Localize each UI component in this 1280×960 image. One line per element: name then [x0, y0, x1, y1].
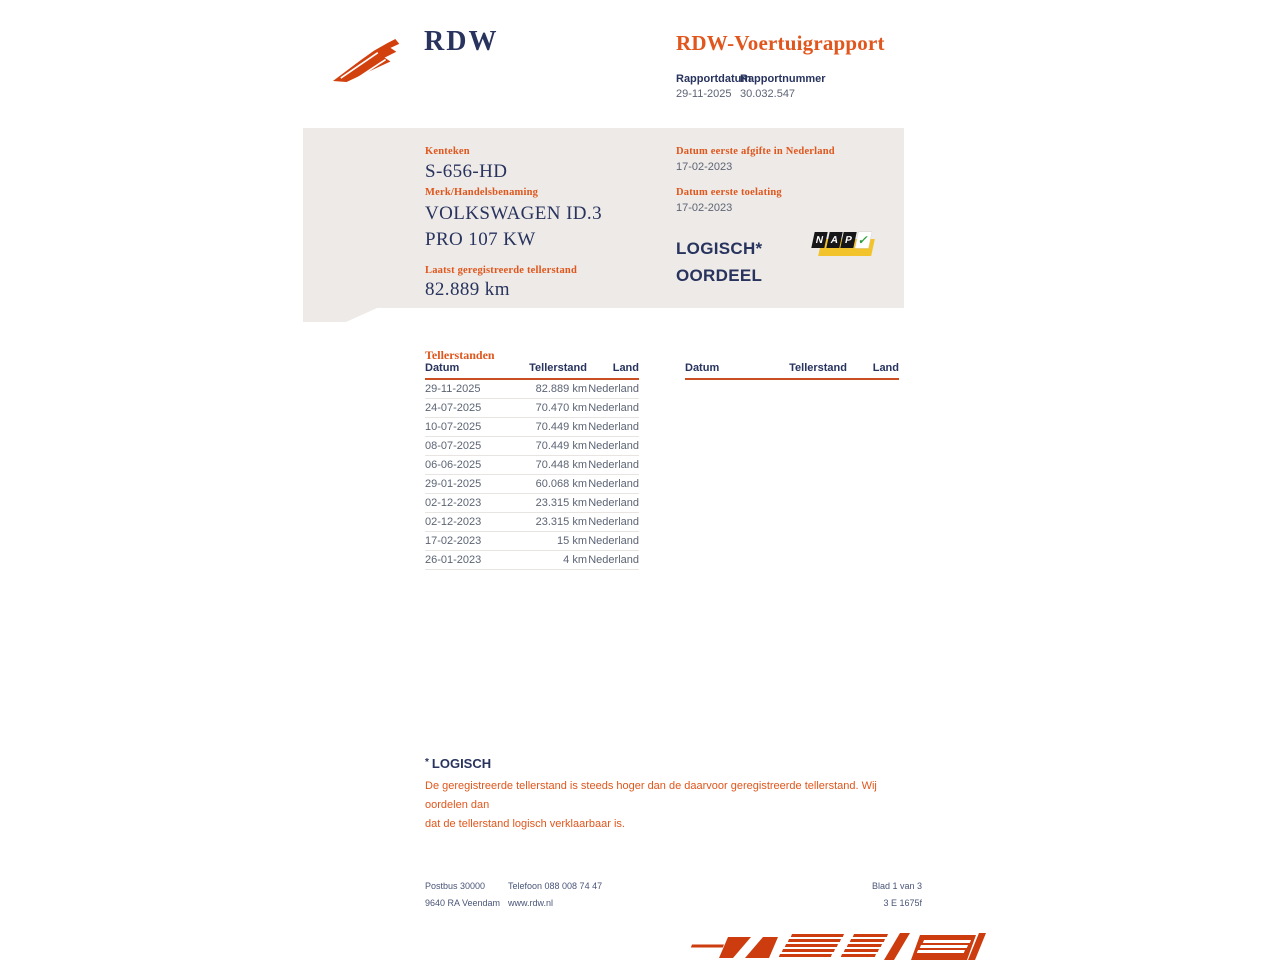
cell-tellerstand: 70.470 km: [535, 402, 587, 414]
cell-tellerstand: 23.315 km: [535, 497, 587, 509]
cell-land: Nederland: [588, 516, 639, 528]
table-body: [425, 380, 639, 570]
table-header: [685, 362, 899, 380]
column-header-land: Land: [612, 362, 639, 374]
nap-letter-n: N: [811, 232, 827, 248]
cell-land: Nederland: [588, 497, 639, 509]
cell-datum: 24-07-2025: [425, 402, 482, 414]
cell-tellerstand: 70.448 km: [535, 459, 587, 471]
nap-logo: [813, 232, 877, 259]
column-header-tellerstand: Tellerstand: [529, 362, 587, 374]
cell-datum: 29-01-2025: [425, 478, 482, 490]
footnote-text-line1: De geregistreerde tellerstand is steeds hoger dan de daarvoor geregistreerde tellerstand. Wij oordelen dan: [425, 780, 877, 811]
rapportnummer-value: 30.032.547: [740, 88, 796, 100]
vehicle-summary-panel-tail: [303, 308, 377, 322]
table-row: [425, 380, 639, 399]
cell-datum: 08-07-2025: [425, 440, 482, 452]
cell-datum: 10-07-2025: [425, 421, 482, 433]
cell-datum: 17-02-2023: [425, 535, 482, 547]
footer-address: [425, 878, 500, 912]
cell-land: Nederland: [588, 478, 639, 490]
rapportdatum-value: 29-11-2025: [676, 88, 732, 100]
afgifte-label: Datum eerste afgifte in Nederland: [676, 146, 835, 157]
cell-land: Nederland: [588, 421, 639, 433]
cell-land: Nederland: [588, 383, 639, 395]
afgifte-value: 17-02-2023: [676, 161, 733, 173]
cell-tellerstand: 70.449 km: [535, 421, 587, 433]
footer-plaats: 9640 RA Veendam: [425, 898, 501, 908]
table-header: [425, 362, 639, 380]
column-header-datum: Datum: [685, 362, 720, 374]
table-row: [425, 513, 639, 532]
kenteken-label: Kenteken: [425, 146, 470, 157]
oordeel-line1: LOGISCH*: [676, 239, 763, 258]
rdw-speedlines-graphic-icon: [687, 931, 987, 960]
page-title: RDW-Voertuigrapport: [676, 31, 885, 55]
kenteken-value: S-656-HD: [425, 161, 508, 182]
cell-land: Nederland: [588, 459, 639, 471]
tellerstanden-table-continuation: [685, 362, 899, 380]
cell-land: Nederland: [588, 402, 639, 414]
column-header-datum: Datum: [425, 362, 460, 374]
tellerstanden-table: [425, 362, 639, 570]
toelating-value: 17-02-2023: [676, 202, 733, 214]
table-row: [425, 399, 639, 418]
toelating-label: Datum eerste toelating: [676, 187, 782, 198]
column-header-land: Land: [872, 362, 899, 374]
oordeel-text: [676, 235, 762, 289]
cell-datum: 29-11-2025: [425, 383, 481, 395]
nap-letter-a: A: [826, 232, 842, 248]
cell-tellerstand: 60.068 km: [535, 478, 587, 490]
table-row: [425, 456, 639, 475]
cell-tellerstand: 15 km: [557, 535, 587, 547]
cell-datum: 02-12-2023: [425, 516, 482, 528]
cell-tellerstand: 82.889 km: [535, 383, 587, 395]
footer-contact: [508, 878, 602, 912]
nap-checkmark-icon: ✓: [856, 233, 870, 247]
table-row: [425, 551, 639, 570]
tellerstand-label: Laatst geregistreerde tellerstand: [425, 265, 578, 276]
table-row: [425, 475, 639, 494]
tellerstanden-section-title: Tellerstanden: [425, 348, 495, 362]
footer-postbus: Postbus 30000: [425, 881, 486, 891]
merk-value-line2: PRO 107 KW: [425, 229, 536, 250]
rdw-eagle-logo-icon: [331, 37, 409, 84]
footer-website-link[interactable]: www.rdw.nl: [508, 898, 554, 908]
merk-value: [425, 201, 602, 253]
table-row: [425, 532, 639, 551]
footer-page-info: [762, 878, 922, 912]
footnote-text: [425, 777, 921, 834]
footer-formulier-code: 3 E 1675f: [883, 898, 922, 908]
table-row: [425, 437, 639, 456]
oordeel-line2: OORDEEL: [676, 266, 763, 285]
cell-tellerstand: 70.449 km: [535, 440, 587, 452]
footnote-asterisk: *: [425, 757, 429, 768]
table-row: [425, 418, 639, 437]
footer-blad: Blad 1 van 3: [871, 881, 922, 891]
tellerstand-value: 82.889 km: [425, 279, 510, 300]
rdw-wordmark: RDW: [424, 26, 499, 57]
table-row: [425, 494, 639, 513]
cell-land: Nederland: [588, 554, 639, 566]
cell-datum: 06-06-2025: [425, 459, 482, 471]
cell-datum: 26-01-2023: [425, 554, 482, 566]
cell-land: Nederland: [588, 440, 639, 452]
column-header-tellerstand: Tellerstand: [789, 362, 847, 374]
footnote-title: * LOGISCH: [425, 756, 492, 771]
merk-label: Merk/Handelsbenaming: [425, 187, 539, 198]
rapportnummer-label: Rapportnummer: [740, 73, 826, 85]
footnote-text-line2: dat de tellerstand logisch verklaarbaar is.: [425, 818, 625, 830]
cell-tellerstand: 4 km: [563, 554, 587, 566]
merk-value-line1: VOLKSWAGEN ID.3: [425, 203, 602, 224]
cell-land: Nederland: [588, 535, 639, 547]
cell-tellerstand: 23.315 km: [535, 516, 587, 528]
nap-letter-p: P: [840, 232, 856, 248]
cell-datum: 02-12-2023: [425, 497, 482, 509]
footer-telefoon: Telefoon 088 008 74 47: [508, 881, 603, 891]
rapportdatum-label: Rapportdatum: [676, 73, 752, 85]
